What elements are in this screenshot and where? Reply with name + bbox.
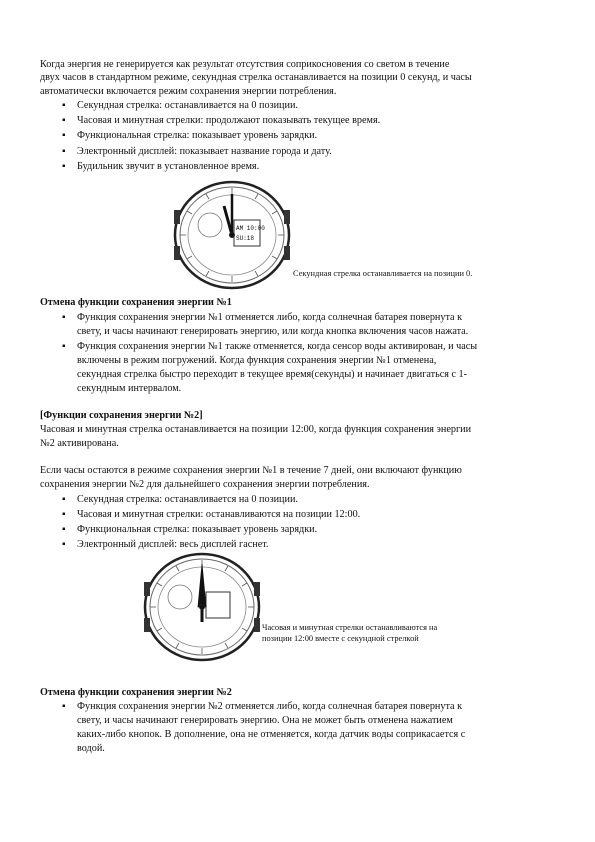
- section-1-item-1-line-1: Функция сохранения энергии №1 отменяется либо, когда солнечная батарея повернута к: [77, 312, 463, 323]
- watch-face-figure-2: [142, 552, 262, 662]
- list1-item: Функциональная стрелка: показывает уровень зарядки.: [77, 130, 318, 141]
- section-1-item-2-line-3: секундная стрелка быстро переходит в текущее время(секунды) и начинает двигаться с 1-: [77, 369, 468, 380]
- list1-item: Электронный дисплей: показывает название города и дату.: [77, 146, 332, 157]
- watch-display-bottom: SU:18: [236, 235, 255, 242]
- figure-2-caption-line-1: Часовая и минутная стрелки останавливаются на: [262, 623, 438, 632]
- bullet: ▪: [62, 161, 66, 172]
- section-2-p1-line-2: №2 активирована.: [40, 438, 119, 449]
- bullet: ▪: [62, 312, 66, 323]
- bullet: ▪: [62, 341, 66, 352]
- list2-item: Часовая и минутная стрелки: останавливаются на позиции 12:00.: [77, 509, 361, 520]
- section-2-p1-line-1: Часовая и минутная стрелка останавливается на позиции 12:00, когда функция сохранения энергии: [40, 424, 472, 435]
- bullet: ▪: [62, 701, 66, 712]
- section-2-p2-line-2: сохранения энергии №2 для дальнейшего сохранения энергии потребления.: [40, 479, 370, 490]
- bullet: ▪: [62, 146, 66, 157]
- section-1-item-2-line-4: секундным интервалом.: [77, 383, 182, 394]
- section-1-item-1-line-2: свету, и часы начинают генерировать энергию, или когда кнопка включения часов нажата.: [77, 326, 469, 337]
- bullet: ▪: [62, 494, 66, 505]
- list2-item: Секундная стрелка: останавливается на 0 позиции.: [77, 494, 298, 505]
- intro-line-3: автоматически включается режим сохранения энергии потребления.: [40, 86, 337, 97]
- section-3-item-1-line-3: каких-либо кнопок. В дополнение, она не отменяется, когда датчик воды соприкасается с: [77, 729, 466, 740]
- watch-display-top: AM 10:00: [236, 225, 265, 232]
- list2-item: Функциональная стрелка: показывает уровень зарядки.: [77, 524, 318, 535]
- list1-item: Секундная стрелка: останавливается на 0 позиции.: [77, 100, 298, 111]
- section-3-heading: Отмена функции сохранения энергии №2: [40, 687, 232, 698]
- section-1-heading: Отмена функции сохранения энергии №1: [40, 297, 232, 308]
- section-1-item-2-line-1: Функция сохранения энергии №1 также отменяется, когда сенсор воды активирован, и часы: [77, 341, 478, 352]
- section-3-item-1-line-4: водой.: [77, 743, 105, 754]
- bullet: ▪: [62, 539, 66, 550]
- bullet: ▪: [62, 100, 66, 111]
- section-3-item-1-line-1: Функция сохранения энергии №2 отменяется либо, когда солнечная батарея повернута к: [77, 701, 463, 712]
- intro-line-1: Когда энергия не генерируется как результат отсутствия соприкосновения со светом в течение: [40, 59, 450, 70]
- bullet: ▪: [62, 509, 66, 520]
- bullet: ▪: [62, 524, 66, 535]
- section-3-item-1-line-2: свету, и часы начинают генерировать энергию. Она не может быть отменена нажатием: [77, 715, 453, 726]
- bullet: ▪: [62, 115, 66, 126]
- intro-line-2: двух часов в стандартном режиме, секундная стрелка останавливается на позиции 0 секунд, и часы: [40, 72, 472, 83]
- section-2-heading: [Функции сохранения энергии №2]: [40, 410, 203, 421]
- list1-item: Будильник звучит в установленное время.: [77, 161, 260, 172]
- watch-face-figure-1: [172, 180, 292, 290]
- list2-item: Электронный дисплей: весь дисплей гаснет.: [77, 539, 269, 550]
- list1-item: Часовая и минутная стрелки: продолжают показывать текущее время.: [77, 115, 381, 126]
- section-1-item-2-line-2: включены в режим погружений. Когда функция сохранения энергии №1 отменена,: [77, 355, 437, 366]
- section-2-p2-line-1: Если часы остаются в режиме сохранения энергии №1 в течение 7 дней, они включают функцию: [40, 465, 462, 476]
- figure-2-caption-line-2: позиции 12:00 вместе с секундной стрелкой: [262, 634, 419, 643]
- figure-1-caption: Секундная стрелка останавливается на позиции 0.: [293, 269, 473, 278]
- bullet: ▪: [62, 130, 66, 141]
